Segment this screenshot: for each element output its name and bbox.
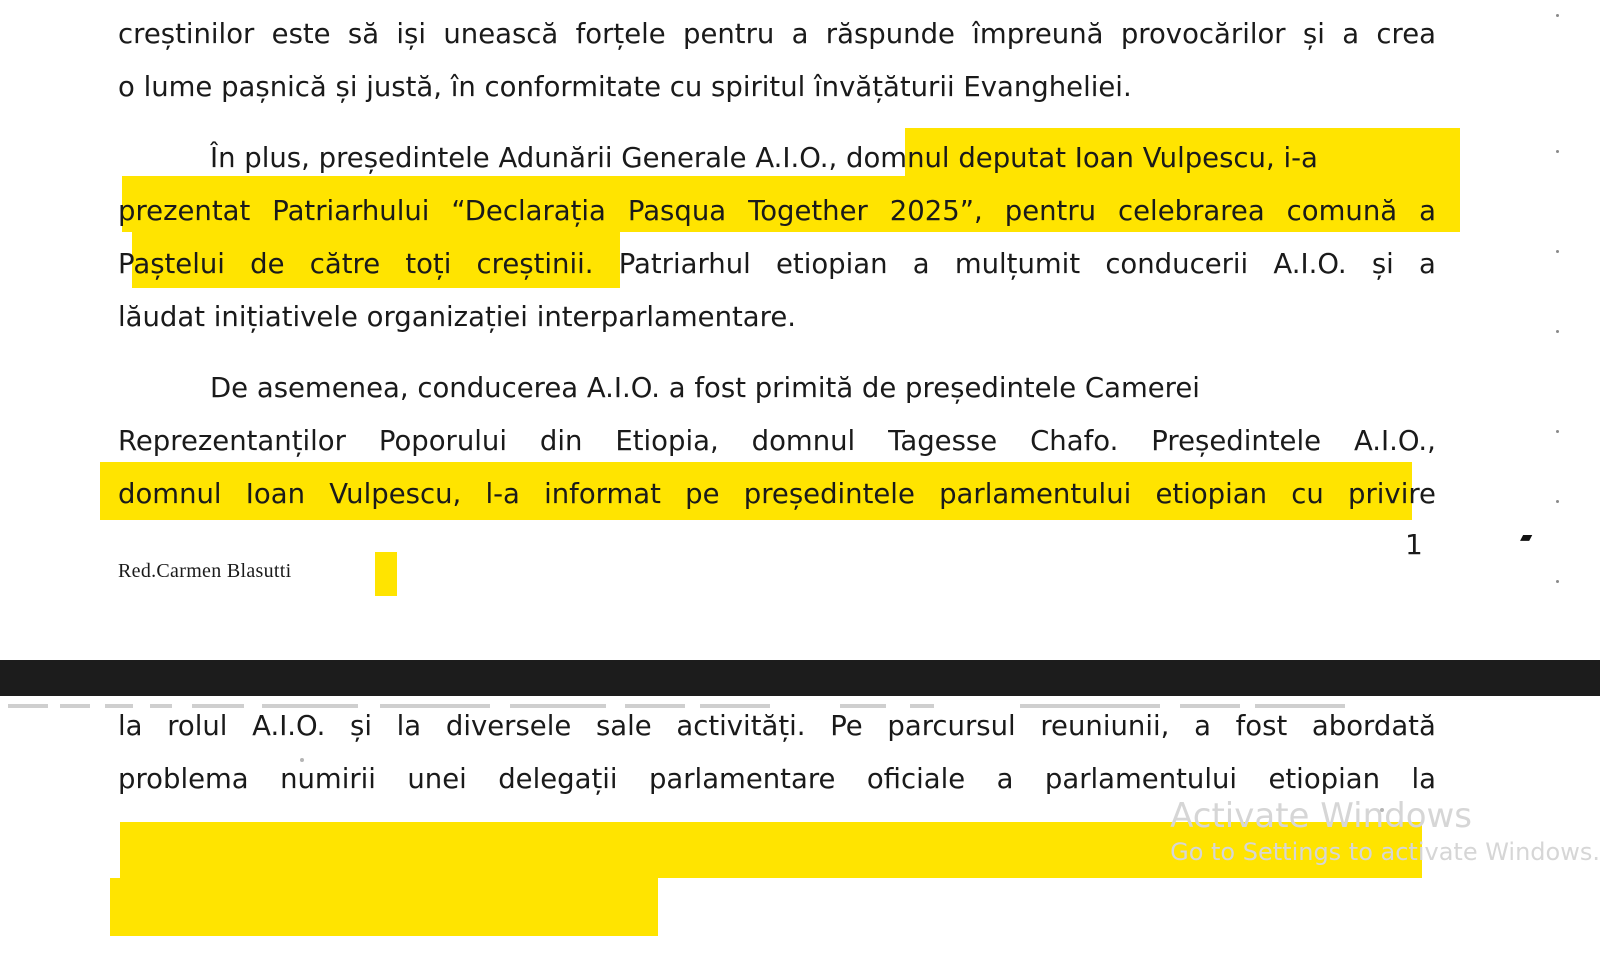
word: sale [595,710,652,742]
word: a [791,18,809,50]
word: pentru [682,18,775,50]
text-line [118,132,1438,185]
text-line [118,753,1436,806]
word: unei [407,763,467,795]
word: iși [396,18,427,50]
word: domnul [118,478,222,510]
word: a [1342,18,1360,50]
word: a [912,248,930,280]
text-line [118,415,1436,468]
document-text [118,0,1438,521]
word: cu [1291,478,1324,510]
word: A.I.O., [1353,425,1436,457]
scan-smudge: ▰ [1520,527,1533,546]
word: unească [443,18,559,50]
word: împreună [972,18,1104,50]
word: și [1302,18,1325,50]
highlight-stroke [110,878,658,936]
word: prezentat [118,195,251,227]
word: parcursul [887,710,1016,742]
text-line-content: De asemenea, conducerea A.I.O. a fost primită de președintele Camerei [210,372,1200,404]
word: parlamentului [1044,763,1238,795]
word: conducerii [1105,248,1249,280]
word: răspunde [825,18,955,50]
scan-speckle [1556,150,1559,153]
word: l-a [485,478,520,510]
word: parlamentului [939,478,1132,510]
text-line [118,238,1436,291]
document-page-bottom [0,696,1600,962]
word: problema [118,763,249,795]
word: la [118,710,143,742]
word: domnul [751,425,856,457]
word: fost [1235,710,1288,742]
word: Poporului [378,425,507,457]
word: pe [685,478,720,510]
word: A.I.O. [1273,248,1347,280]
word: creștinilor [118,18,255,50]
word: privire [1348,478,1436,510]
word: Paștelui [118,248,225,280]
word: Pasqua [627,195,727,227]
word: Președintele [1151,425,1322,457]
scan-speckle [1556,580,1559,583]
footer-note: Red.Carmen Blasutti [118,560,292,582]
page-separator-band [0,660,1600,696]
word: și [350,710,372,742]
scan-edge-dash [60,704,90,708]
text-line-content: În plus, președintele Adunării Generale A.I.O., domnul deputat Ioan Vulpescu, i-a [210,142,1318,174]
word: A.I.O. [252,710,326,742]
word: este [271,18,331,50]
word: rolul [167,710,228,742]
word: abordată [1311,710,1436,742]
text-line [118,362,1438,415]
word: activități. [676,710,806,742]
scan-speckle [1556,250,1559,253]
paragraph-4 [118,700,1438,806]
word: Etiopia, [615,425,719,457]
word: de [250,248,285,280]
word: Chafo. [1030,425,1119,457]
highlight-stroke [120,822,1422,878]
text-line [118,185,1436,238]
scan-speckle [1556,430,1559,433]
text-line [118,468,1436,521]
word: Tagesse [888,425,998,457]
text-line [118,8,1436,61]
word: parlamentare [648,763,836,795]
word: a [1194,710,1211,742]
word: la [1411,763,1436,795]
scan-speckle [1556,14,1559,17]
word: etiopian [1268,763,1381,795]
word: și [1371,248,1394,280]
word: toți [405,248,452,280]
word: Pe [830,710,863,742]
word: Vulpescu, [329,478,462,510]
word: a [1419,195,1436,227]
watermark-subtitle: Go to Settings to activate Windows. [1170,838,1600,866]
paragraph-2 [118,132,1438,344]
paragraph-3 [118,362,1438,521]
word: președintele [743,478,915,510]
word: 2025”, [889,195,983,227]
watermark-title: Activate Windows [1170,796,1473,836]
word: forțele [575,18,666,50]
word: către [309,248,381,280]
word: crea [1376,18,1436,50]
text-line: lăudat inițiativele organizației interparlamentare. [118,301,797,333]
scan-speckle [1556,500,1559,503]
word: Patriarhului [272,195,430,227]
word: Patriarhul [618,248,751,280]
word: reuniunii, [1040,710,1170,742]
word: mulțumit [954,248,1081,280]
paragraph-1 [118,0,1438,114]
word: diversele [445,710,572,742]
word: a [996,763,1014,795]
word: delegații [498,763,618,795]
word: oficiale [866,763,966,795]
word: numirii [280,763,376,795]
word: provocărilor [1120,18,1286,50]
scan-speckle [1556,330,1559,333]
scan-edge-dash [8,704,48,708]
page-number: 1 [1405,528,1423,561]
word: pentru [1004,195,1097,227]
word: Ioan [245,478,306,510]
scan-speckle [1380,808,1384,812]
word: etiopian [776,248,888,280]
word: Together [748,195,868,227]
word: Reprezentanților [118,425,346,457]
text-line [118,700,1436,753]
word: creștinii. [476,248,594,280]
word: informat [544,478,661,510]
highlight-stroke [375,552,397,596]
word: din [539,425,583,457]
word: să [347,18,380,50]
word: etiopian [1155,478,1268,510]
word: “Declarația [451,195,606,227]
word: a [1418,248,1436,280]
word: la [396,710,422,742]
word: celebrarea [1118,195,1265,227]
text-line: o lume pașnică și justă, în conformitate cu spiritul învățăturii Evangheliei. [118,71,1132,103]
word: comună [1286,195,1398,227]
